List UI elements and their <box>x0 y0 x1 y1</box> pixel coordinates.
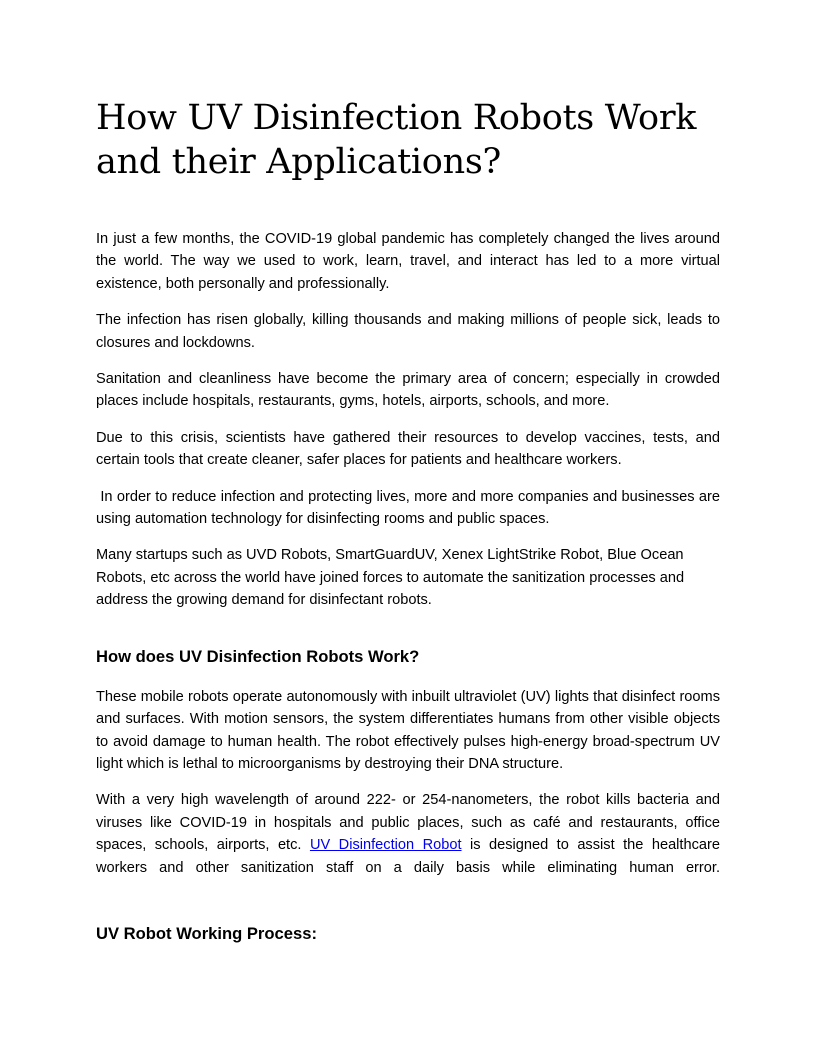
how-paragraph-1: These mobile robots operate autonomously with inbuilt ultraviolet (UV) lights that disinfect rooms and surfaces. With motion sensors, the system differentiates humans from other visible objects to avoid damage to human health. The robot effectively pulses high-energy broad-spectrum UV light which is lethal to microorganisms by destroying their DNA structure. <box>96 688 720 772</box>
intro-paragraph-6: Many startups such as UVD Robots, SmartGuardUV, Xenex LightStrike Robot, Blue Ocean Robots, etc across the world have joined forces to automate the sanitization processes and address the growing demand for disinfectant robots. <box>96 547 685 609</box>
intro-paragraph-5: In order to reduce infection and protecting lives, more and more companies and businesses are using automation technology for disinfecting rooms and public spaces. <box>96 488 725 528</box>
intro-paragraph-2: The infection has risen globally, killing thousands and making millions of people sick, leads to closures and lockdowns. <box>96 312 720 351</box>
section-heading-how-it-works: How does UV Disinfection Robots Work? <box>96 646 420 666</box>
page-title: How UV Disinfection Robots Work and their Applications? <box>96 98 697 182</box>
uv-disinfection-robot-link[interactable]: UV Disinfection Robot <box>309 837 462 854</box>
intro-paragraph-1: In just a few months, the COVID-19 global pandemic has completely changed the lives around the world. The way we used to work, learn, travel, and interact has led to a more virtual existence, both personally and professionally. <box>96 231 720 292</box>
how-paragraph-2-text-after-link: is designed to assist the healthcare workers and other sanitization staff on a daily basis while eliminating human error. <box>96 837 720 876</box>
document-page <box>96 96 725 963</box>
section-heading-working-process: UV Robot Working Process: <box>96 923 317 943</box>
how-paragraph-2 <box>96 789 720 879</box>
how-paragraph-2-text-before-link: With a very high wavelength of around 222- or 254-nanometers, the robot kills bacteria and viruses like COVID-19 in hospitals and public places, such as café and restaurants, office spaces, schools, airports, etc. <box>96 792 720 854</box>
intro-paragraph-3: Sanitation and cleanliness have become the primary area of concern; especially in crowded places include hospitals, restaurants, gyms, hotels, airports, schools, and more. <box>96 371 720 410</box>
intro-paragraph-4: Due to this crisis, scientists have gathered their resources to develop vaccines, tests, and certain tools that create cleaner, safer places for patients and healthcare workers. <box>96 429 720 469</box>
